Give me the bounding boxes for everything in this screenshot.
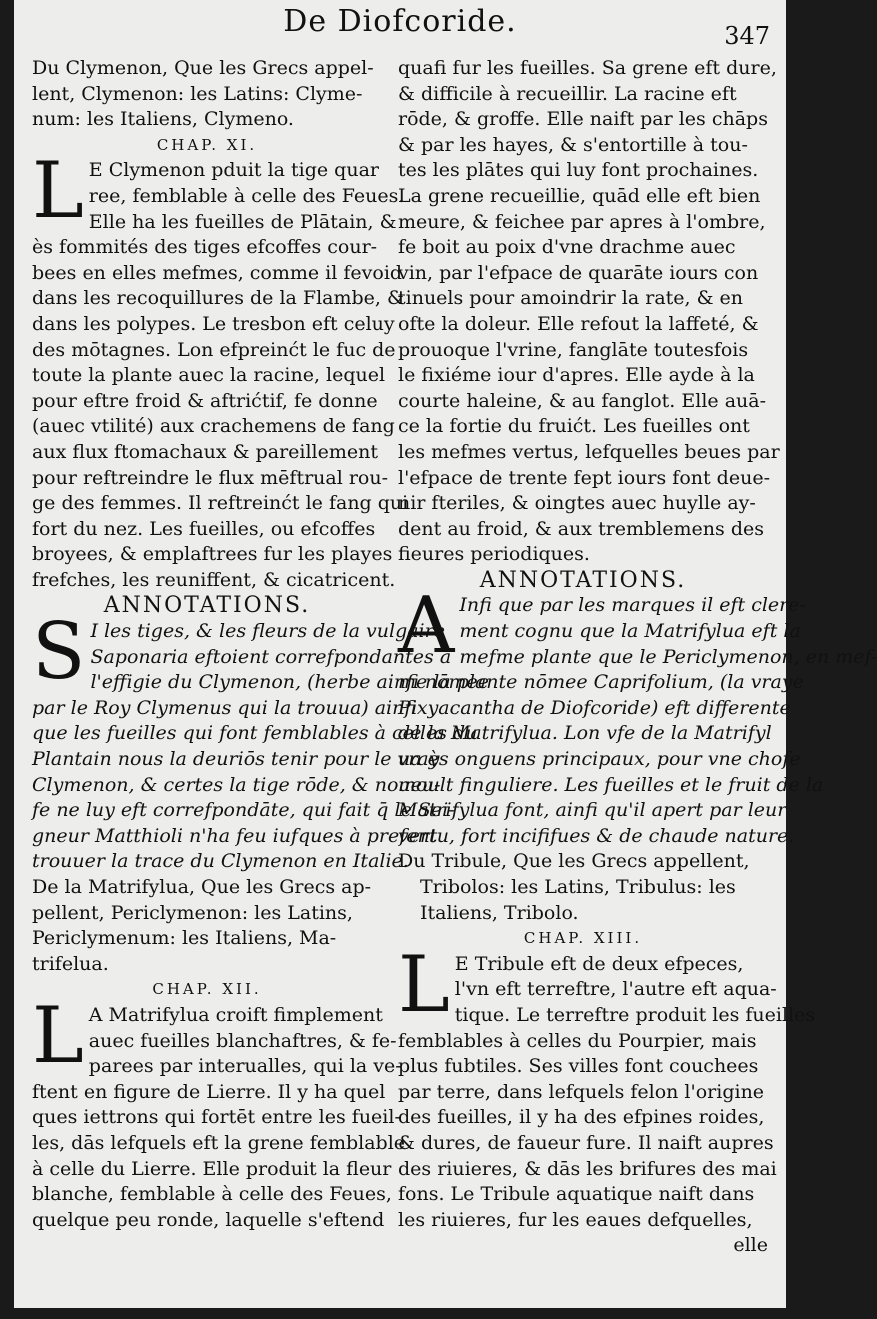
text-line: fort du nez. Les fueilles, ou efcoffes xyxy=(32,517,376,540)
text-line: plus fubtiles. Ses villes font couchees xyxy=(398,1055,759,1078)
text-line: Saponaria eftoient correfpondantes à xyxy=(90,645,452,668)
text-line: femblables à celles du Pourpier, mais xyxy=(398,1029,757,1052)
text-line: trouuer la trace du Clymenon en Italie. xyxy=(32,850,409,873)
text-line: courte haleine, & au fanglot. Elle auā- xyxy=(398,389,767,412)
text-line: bees en elles mefmes, comme il fevoid xyxy=(32,261,403,284)
text-line: ce la fortie du fruićt. Les fueilles ont xyxy=(398,415,750,438)
text-line: dans les recoquillures de la Flambe, & xyxy=(32,287,404,310)
heading-line: Tribolos: les Latins, Tribulus: les xyxy=(420,876,736,898)
text-line: vin, par l'efpace de quarāte iours con xyxy=(398,261,759,284)
text-line: blanche, femblable à celle des Feues, xyxy=(32,1183,392,1206)
heading-line: pellent, Periclymenon: les Latins, xyxy=(32,901,353,924)
text-line: l'effigie du Clymenon, (herbe ainfi nōmee xyxy=(90,671,490,694)
text-line: des fueilles, il y ha des efpines roides, xyxy=(398,1106,765,1129)
running-header: De Diofcoride. xyxy=(283,4,517,39)
tribule-heading xyxy=(398,849,768,926)
text-line: les, dās lefquels eft la grene femblable xyxy=(32,1131,406,1154)
clymenon-heading xyxy=(32,56,382,133)
text-line: des mōtagnes. Lon efpreinćt le fuc de xyxy=(32,338,396,361)
text-line: fons. Le Tribule aquatique naift dans xyxy=(398,1183,755,1206)
text-line: quelque peu ronde, laquelle s'eftend xyxy=(32,1208,385,1231)
chapter-label: CHAP. XII. xyxy=(152,980,262,999)
tribule-paragraph xyxy=(398,939,816,1234)
drop-cap: L xyxy=(32,990,84,1081)
text-line: le fixiéme iour d'apres. Elle ayde à la xyxy=(398,364,755,387)
left-column xyxy=(32,56,490,1233)
heading-line: De la Matrifylua, Que les Grecs ap- xyxy=(32,876,372,898)
text-line: frefches, les reuniffent, & cicatricent. xyxy=(32,568,396,591)
text-line: La grene recueillie, quād elle eft bien xyxy=(398,184,761,207)
drop-cap: S xyxy=(32,607,86,698)
text-line: vertu, fort incififues & de chaude nature. xyxy=(398,824,795,847)
text-line: dent au froid, & aux tremblemens des xyxy=(398,517,764,540)
text-line: A Matrifylua croift fimplement xyxy=(88,1003,383,1026)
text-line: nir fteriles, & oingtes auec huylle ay- xyxy=(398,492,756,515)
heading-line: Italiens, Tribolo. xyxy=(420,901,579,924)
heading-line: lent, Clymenon: les Latins: Clyme- xyxy=(32,82,363,105)
text-line: auec fueilles blanchaftres, & fe- xyxy=(88,1029,397,1052)
text-line: fe ne luy eft correfpondāte, qui fait q̄ le Sei- xyxy=(32,799,455,822)
matrisylua-annotation xyxy=(398,581,877,849)
text-line: Infi que par les marques il eft clere- xyxy=(459,594,806,617)
text-line: à celle du Lierre. Elle produit la fleur xyxy=(32,1157,392,1180)
text-line: E Tribule eft de deux efpeces, xyxy=(454,952,744,975)
text-line: toute la plante auec la racine, lequel xyxy=(32,364,386,387)
text-line: rōde, & groffe. Elle naift par les chāps xyxy=(398,108,768,131)
text-line: tinuels pour amoindrir la rate, & en xyxy=(398,287,744,310)
text-line: les mefmes vertus, lefquelles beues par xyxy=(398,440,780,463)
text-line: broyees, & emplaftrees fur les playes xyxy=(32,543,393,566)
text-line: meure, & feichee par apres à l'ombre, xyxy=(398,210,766,233)
text-line: ua ès onguens principaux, pour vne chofe xyxy=(398,748,801,771)
text-line: l'vn eft terreftre, l'autre eft aqua- xyxy=(454,978,777,1001)
text-line: I les tiges, & les fleurs de la vulgaire xyxy=(90,620,445,643)
text-line: pour reftreindre le flux mēftrual rou- xyxy=(32,466,389,489)
right-column xyxy=(398,56,877,1259)
drop-cap: L xyxy=(32,146,84,237)
text-line: Matrifylua font, ainfi qu'il apert par leur xyxy=(398,799,787,822)
catchword: elle xyxy=(733,1234,768,1257)
text-line: ree, femblable à celle des Feues. xyxy=(88,184,405,207)
annotations-heading: ANNOTATIONS. xyxy=(103,593,311,619)
matrisylua-heading xyxy=(32,875,382,977)
clymenon-annotation xyxy=(32,607,490,875)
text-line: (auec vtilité) aux crachemens de fang xyxy=(32,415,395,438)
heading-line: num: les Italiens, Clymeno. xyxy=(32,108,294,131)
text-line: E Clymenon pduit la tige quar xyxy=(88,159,379,182)
annotations-heading: ANNOTATIONS. xyxy=(479,567,687,593)
book-page xyxy=(14,0,877,1308)
text-line: & par les hayes, & s'entortille à tou- xyxy=(398,133,748,156)
text-line: & dures, de faueur fure. Il naift aupres xyxy=(398,1131,774,1154)
text-line: que les fueilles qui font femblables à celles du xyxy=(32,722,478,745)
text-line: prouoque l'vrine, fanglāte toutesfois xyxy=(398,338,749,361)
matrisylua-paragraph xyxy=(32,990,406,1233)
text-line: ment cognu que la Matrifylua eft la xyxy=(459,620,801,643)
text-line: quafi fur les fueilles. Sa grene eft dure, xyxy=(398,57,777,79)
text-line: fe boit au poix d'vne drachme auec xyxy=(398,236,736,259)
text-line: Plantain nous la deuriōs tenir pour le vray xyxy=(32,748,440,771)
text-line: tique. Le terreftre produit les fueilles xyxy=(454,1003,816,1026)
text-line: ge des femmes. Il reftreinćt le fang qui xyxy=(32,492,409,515)
page-number: 347 xyxy=(724,22,770,50)
text-line: & difficile à recueillir. La racine eft xyxy=(398,82,737,105)
text-line: moult finguliere. Les fueilles et le fruit de la xyxy=(398,773,824,796)
drop-cap: L xyxy=(398,939,450,1030)
text-line: ftent en figure de Lierre. Il y ha quel xyxy=(32,1080,386,1103)
text-line: dans les polypes. Le tresbon eft celuy xyxy=(32,312,395,335)
heading-line: Du Tribule, Que les Grecs appellent, xyxy=(398,850,750,873)
clymenon-paragraph xyxy=(32,146,409,593)
matrisylua-continuation xyxy=(398,56,780,568)
text-line: les riuieres, fur les eaues defquelles, xyxy=(398,1208,753,1231)
text-line: parees par interualles, qui la ve- xyxy=(88,1055,402,1078)
text-line: fieures periodiques. xyxy=(398,543,590,566)
text-line: me la plante nōmee Caprifolium, (la vraye xyxy=(398,671,804,694)
text-line: Elle ha les fueilles de Plātain, & xyxy=(88,210,397,233)
text-line: aux flux ftomachaux & pareillement xyxy=(32,440,379,463)
heading-line: trifelua. xyxy=(32,952,109,975)
text-line: tes les plātes qui luy font prochaines. xyxy=(398,159,759,182)
text-line: l'efpace de trente fept iours font deue- xyxy=(398,466,770,489)
heading-line: Periclymenum: les Italiens, Ma- xyxy=(32,927,337,950)
chapter-label: CHAP. XI. xyxy=(156,135,258,154)
text-line: par terre, dans lefquels felon l'origine xyxy=(398,1080,765,1103)
text-line: par le Roy Clymenus qui la trouua) ainfi xyxy=(32,696,418,719)
text-line: Pixyacantha de Diofcoride) eft differente xyxy=(398,696,791,719)
heading-line: Du Clymenon, Que les Grecs appel- xyxy=(32,57,374,79)
text-line: ès fommités des tiges efcoffes cour- xyxy=(32,236,378,259)
text-line: gneur Matthioli n'ha feu iufques à prefent xyxy=(32,824,438,847)
text-line: de la Matrifylua. Lon vfe de la Matrifyl xyxy=(398,722,772,745)
drop-cap: A xyxy=(398,581,455,672)
text-line: Clymenon, & certes la tige rōde, & noueu- xyxy=(32,773,441,796)
text-line: ofte la doleur. Elle refout la laffeté, & xyxy=(398,312,759,335)
text-line: mefme plante que le Periclymenon, en mef- xyxy=(459,645,877,668)
chapter-label: CHAP. XIII. xyxy=(523,929,643,948)
text-line: ques iettrons qui fortēt entre les fueil- xyxy=(32,1106,401,1129)
text-line: des riuieres, & dās les brifures des mai xyxy=(398,1157,777,1180)
text-line: pour eftre froid & aftrićtif, fe donne xyxy=(32,389,378,412)
